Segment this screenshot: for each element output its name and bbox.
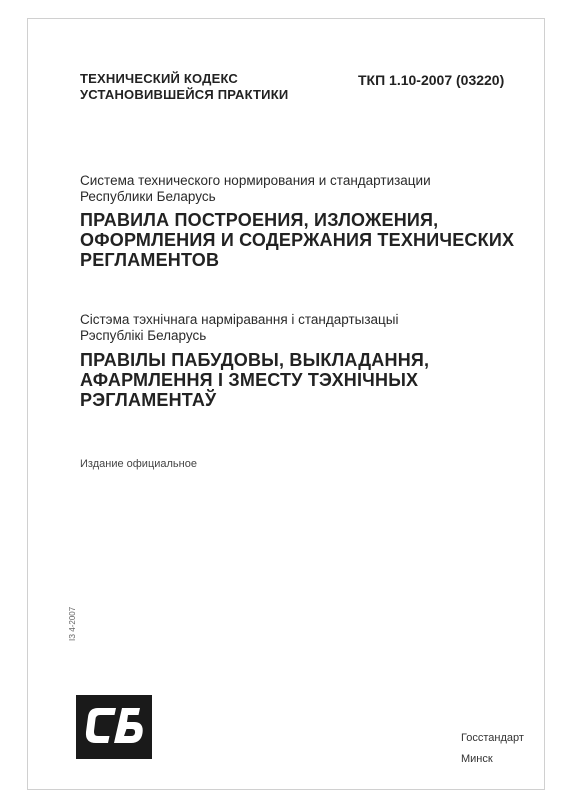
- document-title-russian-line-3: РЕГЛАМЕНТОВ: [80, 250, 220, 270]
- system-name-belarusian-line-1: Сістэма тэхнічнага нарміравання і стандартызацыі: [80, 312, 399, 327]
- system-name-russian: [80, 173, 550, 205]
- publisher-logo: [76, 695, 152, 759]
- document-type-line-1: ТЕХНИЧЕСКИЙ КОДЕКС: [80, 71, 239, 86]
- document-type-line-2: УСТАНОВИВШЕЙСЯ ПРАКТИКИ: [80, 87, 289, 102]
- publisher-city: Минск: [461, 753, 493, 765]
- document-type: [80, 71, 288, 103]
- document-title-russian-line-2: ОФОРМЛЕНИЯ И СОДЕРЖАНИЯ ТЕХНИЧЕСКИХ: [80, 230, 515, 250]
- document-title-belarusian-line-1: ПРАВІЛЫ ПАБУДОВЫ, ВЫКЛАДАННЯ,: [80, 350, 430, 370]
- publisher-name: Госстандарт: [461, 732, 524, 744]
- edition-note: Издание официальное: [80, 458, 197, 470]
- side-note-text: ІЗ 4-2007: [68, 606, 77, 641]
- document-title-russian-line-1: ПРАВИЛА ПОСТРОЕНИЯ, ИЗЛОЖЕНИЯ,: [80, 210, 439, 230]
- side-note: [68, 601, 80, 641]
- publisher-info: [461, 728, 524, 770]
- system-name-russian-line-2: Республики Беларусь: [80, 189, 216, 204]
- document-title-russian: [80, 210, 550, 270]
- document-title-belarusian-line-2: АФАРМЛЕННЯ І ЗМЕСТУ ТЭХНІЧНЫХ: [80, 370, 419, 390]
- logo-sb-icon: [76, 695, 152, 759]
- document-page: [27, 18, 545, 790]
- system-name-russian-line-1: Система технического нормирования и стандартизации: [80, 173, 431, 188]
- document-title-belarusian: [80, 350, 550, 410]
- system-name-belarusian: [80, 312, 550, 344]
- system-name-belarusian-line-2: Рэспублікі Беларусь: [80, 328, 207, 343]
- document-title-belarusian-line-3: РЭГЛАМЕНТАЎ: [80, 390, 217, 410]
- document-code: ТКП 1.10-2007 (03220): [358, 72, 505, 88]
